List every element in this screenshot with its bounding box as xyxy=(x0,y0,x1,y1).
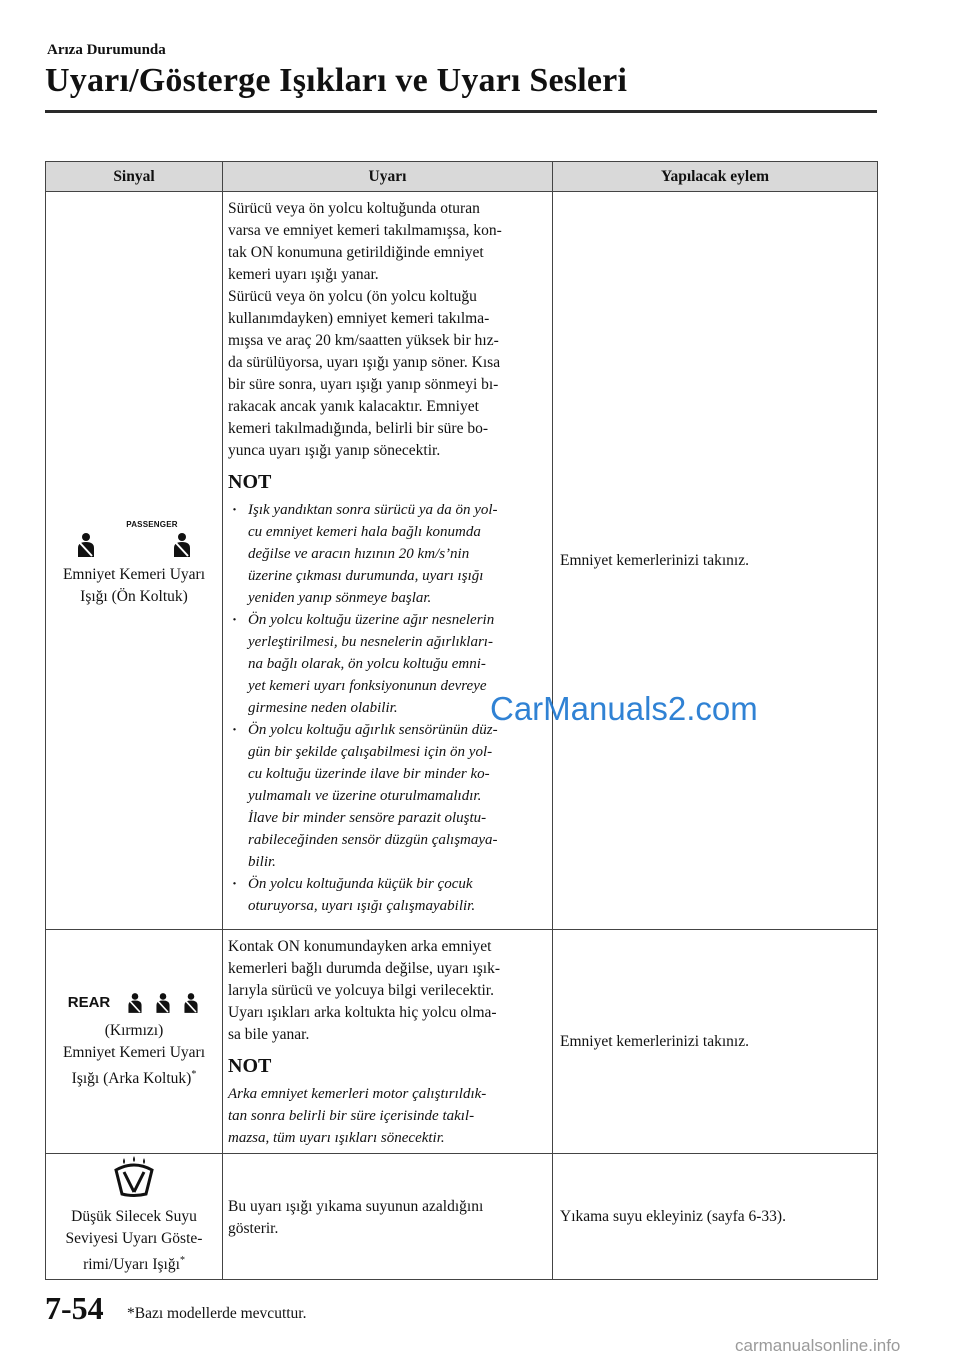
column-header-action: Yapılacak eylem xyxy=(553,162,878,192)
warning-line: yunca uyarı ışığı yanıp sönecektir. xyxy=(228,442,441,459)
seatbelt-icon xyxy=(182,992,200,1014)
seatbelt-icon xyxy=(126,992,144,1014)
signal-name-line: Işığı (Ön Koltuk) xyxy=(80,587,188,605)
signal-name-line: Emniyet Kemeri Uyarı xyxy=(62,565,206,583)
action-cell: Yıkama suyu ekleyiniz (sayfa 6-33). xyxy=(553,1154,878,1280)
warning-line: Sürücü veya ön yolcu koltuğunda oturan xyxy=(228,200,480,217)
note-item: · Ön yolcu koltuğu üzerine ağır nesnelerin yerleştirilmesi, bu nesnelerin ağırlıkları- na bağlı olarak, ön yolcu koltuğu emni- yet kemeri uyarı fonksiyonunun devreye girmesine neden olabilir. xyxy=(228,609,548,719)
note-item: · Ön yolcu koltuğu ağırlık sensörünün düz- gün bir şekilde çalışabilmesi için ön yol- cu koltuğu üzerinde ilave bir minder ko- yulmamalı ve üzerine oturulmamalıdır. İlave bir minder sensöre parazit oluştu- rabileceğinden sensör düzgün çalışmaya- bilir. xyxy=(228,719,548,873)
signal-cell xyxy=(46,1154,223,1280)
passenger-badge: PASSENGER xyxy=(126,519,178,529)
section-label: Arıza Durumunda xyxy=(47,42,166,58)
warning-line: kemeri uyarı ışığı yanar. xyxy=(228,266,379,283)
signal-name-line: Işığı (Arka Koltuk)* xyxy=(71,1069,197,1088)
warning-line: mışsa ve araç 20 km/saatten yüksek bir hız- xyxy=(228,332,499,349)
signal-cell xyxy=(46,192,223,930)
seatbelt-icon xyxy=(75,532,97,558)
warning-line: Sürücü veya ön yolcu (ön yolcu koltuğu xyxy=(228,288,477,305)
warning-line: sa bile yanar. xyxy=(228,1026,310,1043)
title-divider xyxy=(45,110,877,113)
signal-name-line: Emniyet Kemeri Uyarı xyxy=(62,1044,206,1062)
seatbelt-icon xyxy=(154,992,172,1014)
warning-line: larıyla sürücü ve yolcuya bilgi verilecektir. xyxy=(228,982,494,999)
note-heading: NOT xyxy=(228,471,272,493)
warning-line: varsa ve emniyet kemeri takılmamışsa, kon- xyxy=(228,222,502,239)
page-title: Uyarı/Gösterge Işıkları ve Uyarı Sesleri xyxy=(45,62,628,99)
note-item: · Ön yolcu koltuğunda küçük bir çocuk oturuyorsa, uyarı ışığı çalışmayabilir. xyxy=(228,873,548,917)
footnote-marker: * xyxy=(179,1255,185,1267)
seatbelt-icon xyxy=(171,532,193,558)
warning-line: gösterir. xyxy=(228,1219,279,1237)
note-item: · Işık yandıktan sonra sürücü ya da ön yol- cu emniyet kemeri hala bağlı konumda değilse ve aracın hızının 20 km/s’nin üzerine çıkması durumunda, uyarı ışığı yeniden yanıp sönmeye başlar. xyxy=(228,499,548,609)
column-header-signal: Sinyal xyxy=(46,162,223,192)
warning-cell xyxy=(223,930,553,1154)
warning-line: da sürülüyorsa, uyarı ışığı yanıp söner. Kısa xyxy=(228,354,501,371)
warning-line: bir süre sonra, uyarı ışığı yanıp sönmeyi bı- xyxy=(228,376,499,393)
warning-line: rakacak ancak yanık kalacaktır. Emniyet xyxy=(228,398,479,415)
warning-cell xyxy=(223,1154,553,1280)
signal-name-line: Düşük Silecek Suyu xyxy=(71,1208,197,1226)
signal-cell xyxy=(46,930,223,1154)
column-header-warning: Uyarı xyxy=(223,162,553,192)
signal-name-line: rimi/Uyarı Işığı* xyxy=(83,1255,185,1274)
warning-line: Uyarı ışıkları arka koltukta hiç yolcu olma- xyxy=(228,1004,497,1021)
signal-name-line: Seviyesi Uyarı Göste- xyxy=(65,1230,203,1248)
note-heading: NOT xyxy=(228,1055,272,1077)
watermark-carmanualsonline: carmanualsonline.info xyxy=(735,1336,901,1355)
table-row xyxy=(46,192,878,930)
watermark-carmanuals2: CarManuals2.com xyxy=(490,690,758,727)
warning-line: Bu uyarı ışığı yıkama suyunun azaldığını xyxy=(228,1197,484,1215)
footnote-marker: * xyxy=(191,1069,197,1081)
warning-cell xyxy=(223,192,553,930)
warning-line: kullanımdayken) emniyet kemeri takılma- xyxy=(228,310,490,327)
action-cell: Emniyet kemerlerinizi takınız. xyxy=(553,930,878,1154)
washer-fluid-icon xyxy=(112,1156,156,1198)
signal-name-line: (Kırmızı) xyxy=(104,1022,164,1040)
warning-line: kemeri takılmadığında, belirli bir süre bo- xyxy=(228,420,488,437)
note-text: Arka emniyet kemerleri motor çalıştırıldık- tan sonra belirli bir süre içerisinde takıl- mazsa, tüm uyarı ışıkları sönecektir. xyxy=(228,1086,487,1146)
table-row xyxy=(46,1154,878,1280)
action-cell: Emniyet kemerlerinizi takınız. xyxy=(553,192,878,930)
warning-line: tak ON konumuna getirildiğinde emniyet xyxy=(228,244,484,261)
rear-badge: REAR xyxy=(67,994,111,1012)
footnote: *Bazı modellerde mevcuttur. xyxy=(127,1305,307,1322)
warning-line: Kontak ON konumundayken arka emniyet xyxy=(228,938,492,955)
table-row xyxy=(46,930,878,1154)
table-header-row xyxy=(46,162,878,192)
warning-line: kemerleri bağlı durumda değilse, uyarı ışık- xyxy=(228,960,501,977)
page-number: 7-54 xyxy=(45,1290,104,1326)
